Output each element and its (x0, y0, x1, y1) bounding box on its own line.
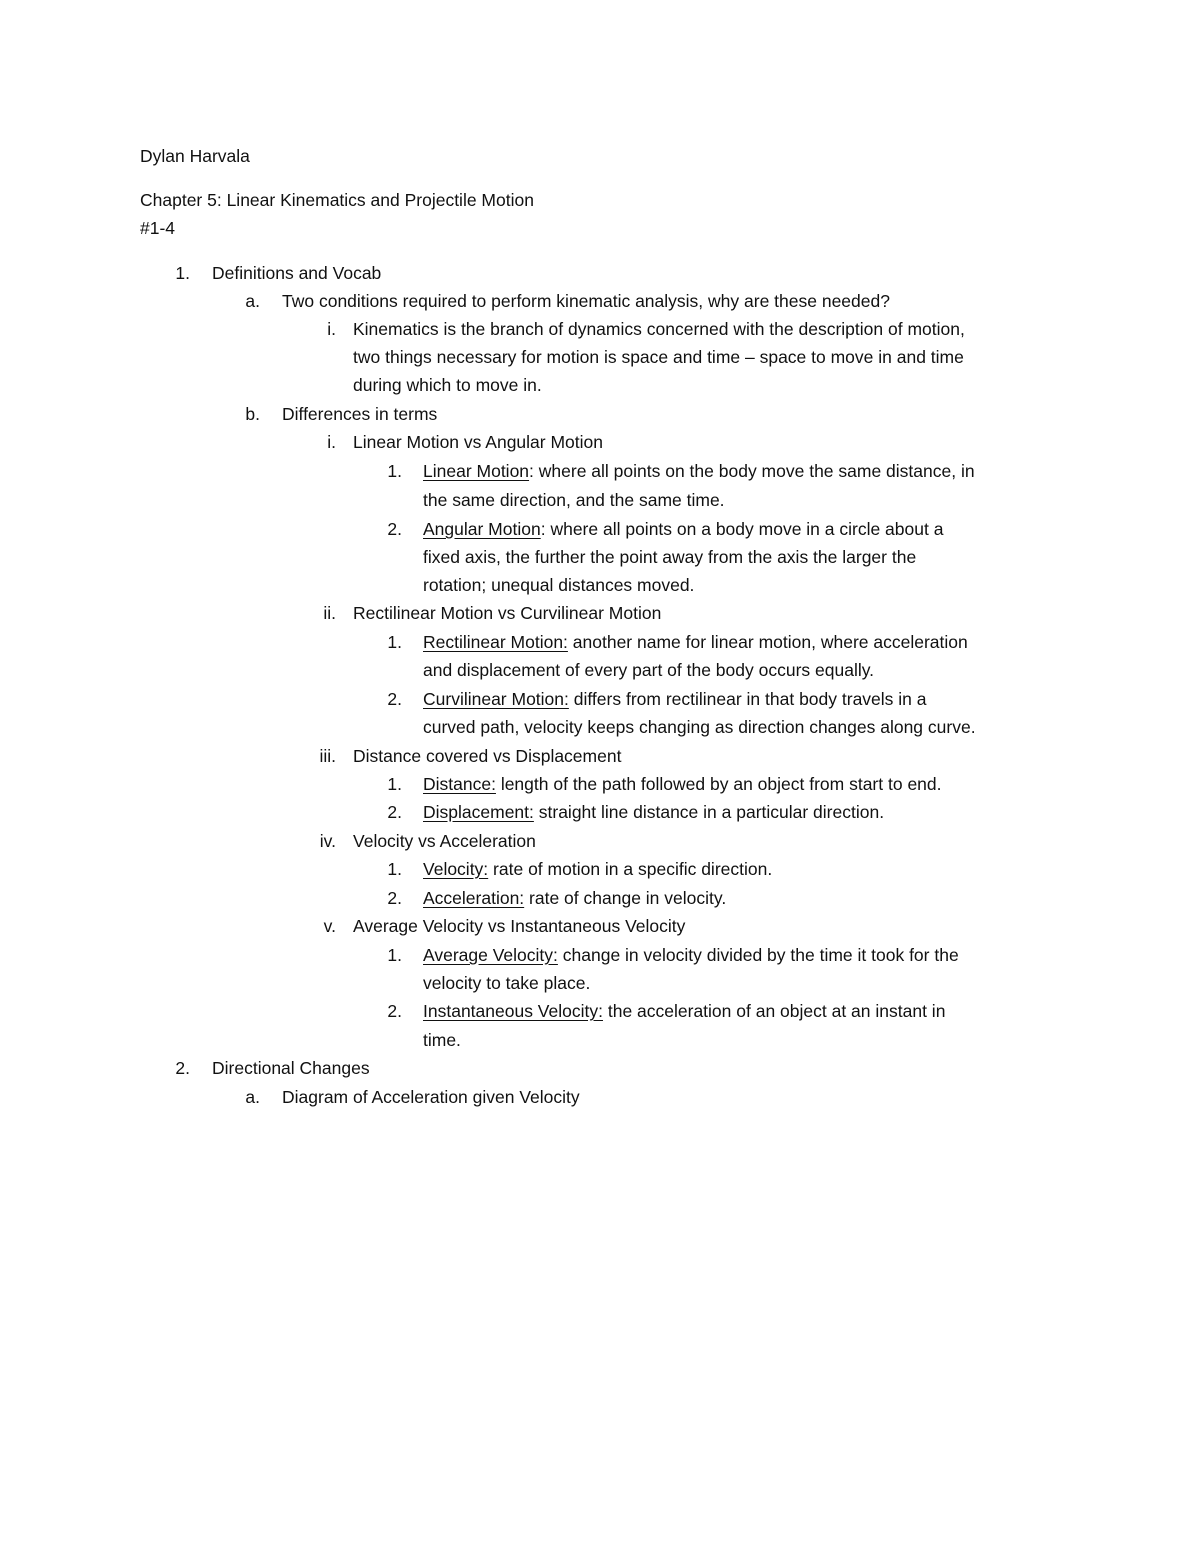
definition-term: Angular Motion (423, 519, 541, 539)
list-number: 2. (387, 519, 402, 539)
list-letter: a. (245, 291, 260, 311)
problem-range: #1-4 (140, 218, 176, 238)
definition-text (423, 855, 772, 883)
list-number: 1. (387, 632, 402, 652)
definition-body: differs from rectilinear in that body travels in a (568, 689, 927, 709)
definition-acceleration (0, 884, 1200, 912)
list-item-text: Linear Motion vs Angular Motion (353, 432, 603, 452)
definition-text (423, 997, 945, 1025)
definition-distance (0, 770, 1200, 798)
list-number: 2. (387, 689, 402, 709)
list-number: 1. (175, 263, 190, 283)
definition-body: fixed axis, the further the point away from the axis the larger the (423, 547, 917, 567)
definition-text (423, 628, 968, 656)
list-item-text: Distance covered vs Displacement (353, 746, 622, 766)
definition-text (423, 941, 959, 969)
list-number: 2. (387, 802, 402, 822)
outline-item-1b-i (0, 428, 1200, 456)
list-roman: iii. (319, 746, 336, 766)
list-roman: i. (327, 432, 336, 452)
definition-term: Instantaneous Velocity: (423, 1001, 603, 1021)
definition-instantaneous-velocity (0, 997, 1200, 1025)
outline-item-2a (0, 1083, 1200, 1111)
outline-item-1 (0, 259, 1200, 287)
definition-term: Distance: (423, 774, 496, 794)
definition-linear-motion (0, 457, 1200, 485)
list-item-text: Average Velocity vs Instantaneous Velocity (353, 916, 686, 936)
definition-cont (0, 571, 1200, 599)
list-item-text: Diagram of Acceleration given Velocity (282, 1087, 580, 1107)
definition-body: straight line distance in a particular direction. (533, 802, 885, 822)
definition-average-velocity (0, 941, 1200, 969)
definition-body: another name for linear motion, where acceleration (567, 632, 968, 652)
outline-item-1a-i-cont (0, 343, 1200, 371)
definition-term: Linear Motion (423, 461, 530, 481)
definition-body: time. (423, 1030, 461, 1050)
list-item-text: Rectilinear Motion vs Curvilinear Motion (353, 603, 662, 623)
definition-body: and displacement of every part of the body occurs equally. (423, 660, 875, 680)
definition-body: rotation; unequal distances moved. (423, 575, 695, 595)
definition-term: Displacement: (423, 802, 534, 822)
outline-item-1a (0, 287, 1200, 315)
definition-cont (0, 656, 1200, 684)
chapter-line (0, 186, 1200, 214)
list-number: 1. (387, 774, 402, 794)
list-item-text: two things necessary for motion is space and time – space to move in and time (353, 347, 964, 367)
outline-item-1b-ii (0, 599, 1200, 627)
outline-item-1b-iv (0, 827, 1200, 855)
definition-rectilinear-motion (0, 628, 1200, 656)
list-roman: i. (327, 319, 336, 339)
list-number: 1. (387, 461, 402, 481)
list-item-text: during which to move in. (353, 375, 542, 395)
definition-term: Acceleration: (423, 888, 525, 908)
list-number: 1. (387, 859, 402, 879)
list-item-text: Velocity vs Acceleration (353, 831, 536, 851)
problems-line (0, 214, 1200, 242)
list-roman: iv. (319, 831, 336, 851)
definition-angular-motion (0, 515, 1200, 543)
section-heading: Directional Changes (212, 1058, 370, 1078)
definition-cont (0, 543, 1200, 571)
definition-body: rate of change in velocity. (524, 888, 727, 908)
definition-body: the same direction, and the same time. (423, 490, 725, 510)
list-roman: v. (323, 916, 336, 936)
section-heading: Definitions and Vocab (212, 263, 382, 283)
list-letter: a. (245, 1087, 260, 1107)
definition-cont (0, 969, 1200, 997)
outline-item-1b (0, 400, 1200, 428)
definition-term: Velocity: (423, 859, 489, 879)
author-name: Dylan Harvala (140, 146, 250, 166)
definition-text (423, 457, 975, 485)
outline-item-1a-i-cont (0, 371, 1200, 399)
outline-item-1b-iii (0, 742, 1200, 770)
list-number: 2. (387, 1001, 402, 1021)
definition-term: Curvilinear Motion: (423, 689, 569, 709)
list-letter: b. (245, 404, 260, 424)
definition-text (423, 515, 943, 543)
definition-velocity (0, 855, 1200, 883)
list-item-text: Kinematics is the branch of dynamics concerned with the description of motion, (353, 319, 965, 339)
chapter-title: Chapter 5: Linear Kinematics and Projectile Motion (140, 190, 534, 210)
list-number: 1. (387, 945, 402, 965)
definition-body: : where all points on a body move in a circle about a (540, 519, 944, 539)
definition-body: the acceleration of an object at an instant in (602, 1001, 946, 1021)
definition-body: length of the path followed by an object from start to end. (495, 774, 942, 794)
definition-text (423, 685, 927, 713)
definition-body: change in velocity divided by the time it took for the (557, 945, 959, 965)
list-number: 2. (387, 888, 402, 908)
definition-body: rate of motion in a specific direction. (488, 859, 773, 879)
outline-item-2 (0, 1054, 1200, 1082)
definition-cont (0, 486, 1200, 514)
list-roman: ii. (323, 603, 336, 623)
definition-text (423, 798, 884, 826)
definition-body: curved path, velocity keeps changing as direction changes along curve. (423, 717, 976, 737)
definition-text (423, 770, 942, 798)
definition-body: : where all points on the body move the same distance, in (529, 461, 975, 481)
list-item-text: Differences in terms (282, 404, 438, 424)
outline-item-1b-v (0, 912, 1200, 940)
definition-body: velocity to take place. (423, 973, 591, 993)
definition-text (423, 884, 726, 912)
list-number: 2. (175, 1058, 190, 1078)
definition-cont (0, 1026, 1200, 1054)
definition-cont (0, 713, 1200, 741)
definition-curvilinear-motion (0, 685, 1200, 713)
definition-term: Rectilinear Motion: (423, 632, 568, 652)
author-line (0, 142, 1200, 170)
list-item-text: Two conditions required to perform kinematic analysis, why are these needed? (282, 291, 890, 311)
definition-displacement (0, 798, 1200, 826)
outline-item-1a-i (0, 315, 1200, 343)
definition-term: Average Velocity: (423, 945, 558, 965)
